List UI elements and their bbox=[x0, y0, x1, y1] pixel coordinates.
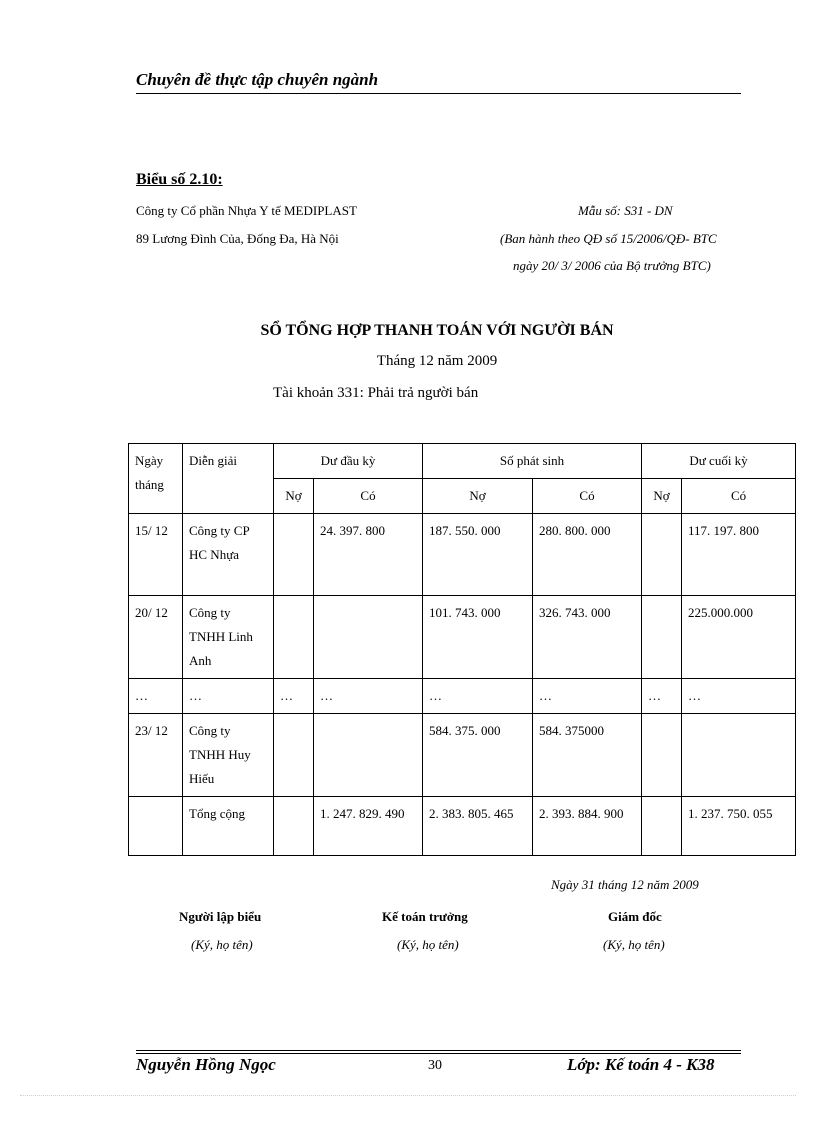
header-divider bbox=[136, 93, 741, 94]
cell-description: Công ty CP HC Nhựa bbox=[183, 514, 274, 596]
cell-date: 20/ 12 bbox=[129, 596, 183, 679]
cell-description: Tổng cộng bbox=[183, 797, 274, 856]
issued-by: (Ban hành theo QĐ số 15/2006/QĐ- BTC bbox=[500, 231, 717, 246]
cell-description: … bbox=[183, 679, 274, 714]
cell-mov-credit: … bbox=[533, 679, 642, 714]
preparer-title: Người lập biểu bbox=[179, 909, 262, 924]
cell-date: … bbox=[129, 679, 183, 714]
cell-open-debit bbox=[274, 514, 314, 596]
director-sign-note: (Ký, họ tên) bbox=[603, 937, 665, 952]
header-closing-debit: Nợ bbox=[642, 479, 682, 514]
cell-open-credit: … bbox=[314, 679, 423, 714]
cell-open-debit: … bbox=[274, 679, 314, 714]
cell-open-debit bbox=[274, 596, 314, 679]
cell-open-debit bbox=[274, 797, 314, 856]
header-opening: Dư đầu kỳ bbox=[274, 444, 423, 479]
cell-close-debit bbox=[642, 514, 682, 596]
footer-divider bbox=[136, 1050, 741, 1051]
header-movement: Số phát sinh bbox=[423, 444, 642, 479]
page-number: 30 bbox=[428, 1058, 442, 1073]
cell-open-debit bbox=[274, 714, 314, 797]
cell-mov-credit: 280. 800. 000 bbox=[533, 514, 642, 596]
footer-divider-thick bbox=[136, 1053, 741, 1054]
cell-close-credit: … bbox=[682, 679, 796, 714]
header-closing-credit: Có bbox=[682, 479, 796, 514]
cell-mov-debit: 584. 375. 000 bbox=[423, 714, 533, 797]
preparer-sign-note: (Ký, họ tên) bbox=[191, 937, 253, 952]
cell-close-credit bbox=[682, 714, 796, 797]
cell-close-debit bbox=[642, 714, 682, 797]
report-title: SỔ TỔNG HỢP THANH TOÁN VỚI NGƯỜI BÁN bbox=[260, 322, 614, 339]
issued-date: ngày 20/ 3/ 2006 của Bộ trưởng BTC) bbox=[513, 258, 711, 273]
report-account: Tài khoản 331: Phải trả người bán bbox=[273, 385, 479, 401]
chief-accountant-title: Kế toán trưởng bbox=[382, 909, 468, 924]
cell-date bbox=[129, 797, 183, 856]
company-address: 89 Lương Đình Của, Đống Đa, Hà Nội bbox=[136, 231, 339, 246]
signature-date: Ngày 31 tháng 12 năm 2009 bbox=[551, 877, 699, 892]
header-opening-debit: Nợ bbox=[274, 479, 314, 514]
ledger-table bbox=[128, 443, 796, 856]
table-row bbox=[129, 514, 796, 596]
cell-description: Công ty TNHH Huy Hiếu bbox=[183, 714, 274, 797]
cell-mov-debit: 2. 383. 805. 465 bbox=[423, 797, 533, 856]
total-row bbox=[129, 797, 796, 856]
footer-class: Lớp: Kế toán 4 - K38 bbox=[567, 1055, 715, 1074]
header-movement-credit: Có bbox=[533, 479, 642, 514]
report-period: Tháng 12 năm 2009 bbox=[376, 353, 498, 369]
page-bottom-border bbox=[20, 1095, 796, 1096]
cell-mov-debit: 101. 743. 000 bbox=[423, 596, 533, 679]
header-opening-credit: Có bbox=[314, 479, 423, 514]
footer-author: Nguyễn Hồng Ngọc bbox=[136, 1055, 276, 1074]
cell-mov-credit: 584. 375000 bbox=[533, 714, 642, 797]
header-date: Ngày tháng bbox=[129, 444, 183, 514]
cell-close-credit: 1. 237. 750. 055 bbox=[682, 797, 796, 856]
cell-open-credit: 24. 397. 800 bbox=[314, 514, 423, 596]
header-movement-debit: Nợ bbox=[423, 479, 533, 514]
form-number: Mẫu số: S31 - DN bbox=[578, 203, 673, 218]
cell-close-debit: … bbox=[642, 679, 682, 714]
table-header-row bbox=[129, 444, 796, 479]
table-row bbox=[129, 596, 796, 679]
cell-close-credit: 225.000.000 bbox=[682, 596, 796, 679]
director-title: Giám đốc bbox=[608, 909, 662, 924]
cell-date: 15/ 12 bbox=[129, 514, 183, 596]
cell-description: Công ty TNHH Linh Anh bbox=[183, 596, 274, 679]
cell-mov-credit: 2. 393. 884. 900 bbox=[533, 797, 642, 856]
header-closing: Dư cuối kỳ bbox=[642, 444, 796, 479]
cell-close-debit bbox=[642, 797, 682, 856]
table-row bbox=[129, 714, 796, 797]
table-row bbox=[129, 679, 796, 714]
chief-accountant-sign-note: (Ký, họ tên) bbox=[397, 937, 459, 952]
cell-close-debit bbox=[642, 596, 682, 679]
cell-open-credit bbox=[314, 714, 423, 797]
header-description: Diễn giải bbox=[183, 444, 274, 514]
cell-close-credit: 117. 197. 800 bbox=[682, 514, 796, 596]
header-title: Chuyên đề thực tập chuyên ngành bbox=[136, 70, 379, 89]
company-name: Công ty Cổ phần Nhựa Y tế MEDIPLAST bbox=[136, 203, 357, 218]
cell-open-credit: 1. 247. 829. 490 bbox=[314, 797, 423, 856]
cell-mov-debit: … bbox=[423, 679, 533, 714]
cell-mov-debit: 187. 550. 000 bbox=[423, 514, 533, 596]
form-label: Biểu số 2.10: bbox=[136, 171, 223, 188]
cell-date: 23/ 12 bbox=[129, 714, 183, 797]
cell-open-credit bbox=[314, 596, 423, 679]
cell-mov-credit: 326. 743. 000 bbox=[533, 596, 642, 679]
